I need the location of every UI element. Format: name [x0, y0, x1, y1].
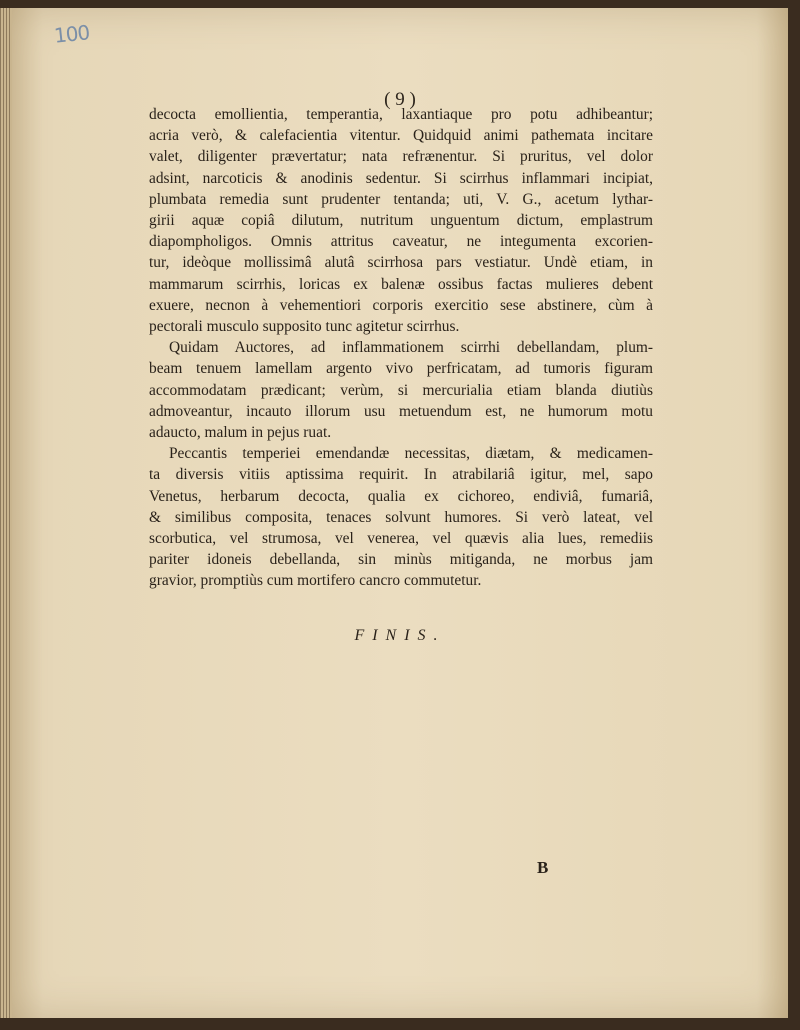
text-line: valet, diligenter prævertatur; nata refrænentur. Si pruritus, vel dolor	[149, 148, 653, 166]
signature-mark: B	[537, 858, 549, 877]
text-line: decocta emollientia, temperantia, laxantiaque pro potu adhibeantur;	[149, 106, 653, 123]
page-number: ( 9 )	[384, 89, 416, 110]
paragraph	[149, 443, 653, 591]
text-line: gravior, promptiùs cum mortifero cancro commutetur.	[149, 572, 482, 590]
text-line: & similibus composita, tenaces solvunt humores. Si verò lateat, vel	[149, 508, 653, 526]
text-line: exuere, necnon à vehementiori corporis exercitio sese abstinere, cùm à	[149, 296, 653, 314]
text-line: diapompholigos. Omnis attritus caveatur, ne integumenta excorien-	[149, 233, 653, 251]
text-line: Peccantis temperiei emendandæ necessitas, diætam, & medicamen-	[169, 445, 653, 463]
text-line: mammarum scirrhis, loricas ex balenæ ossibus factas mulieres debent	[149, 275, 653, 293]
text-line: scorbutica, vel strumosa, vel venerea, vel quævis alia lues, remediis	[149, 530, 653, 548]
text-line: plumbata remedia sunt prudenter tentanda; uti, V. G., acetum lythar-	[149, 190, 653, 208]
text-line: admoveantur, incauto illorum usu metuendum est, ne humorum motu	[149, 402, 653, 420]
text-line: pectorali musculo supposito tunc agitetur scirrhus.	[149, 318, 460, 336]
book-spine-edge	[0, 8, 12, 1018]
text-line: pariter idoneis debellanda, sin minùs mitiganda, ne morbus jam	[149, 551, 653, 569]
text-line: ta diversis vitiis aptissima requirit. In atrabilariâ igitur, mel, sapo	[149, 466, 653, 484]
text-line: adaucto, malum in pejus ruat.	[149, 424, 332, 442]
text-line: girii aquæ copiâ dilutum, nutritum unguentum dictum, emplastrum	[149, 212, 653, 230]
paragraph	[149, 104, 653, 337]
text-line: tur, ideòque mollissimâ alutâ scirrhosa pars vestiatur. Undè etiam, in	[149, 254, 653, 272]
text-line: acria verò, & calefacientia vitentur. Quidquid animi pathemata incitare	[149, 127, 653, 145]
body-text	[149, 104, 653, 592]
text-line: Venetus, herbarum decocta, qualia ex cichoreo, endiviâ, fumariâ,	[149, 487, 653, 505]
finis-heading: FINIS.	[354, 627, 446, 644]
text-line: Quidam Auctores, ad inflammationem scirrhi debellandam, plum-	[169, 339, 653, 357]
handwritten-page-note: 100	[52, 20, 91, 48]
paragraph	[149, 337, 653, 443]
text-line: accommodatam prædicant; verùm, si mercurialia etiam blanda diutiùs	[149, 381, 653, 399]
text-line: adsint, narcoticis & anodinis sedentur. Si scirrhus inflammari incipiat,	[149, 169, 653, 187]
text-line: beam tenuem lamellam argento vivo perfricatam, ad tumoris figuram	[149, 360, 653, 378]
